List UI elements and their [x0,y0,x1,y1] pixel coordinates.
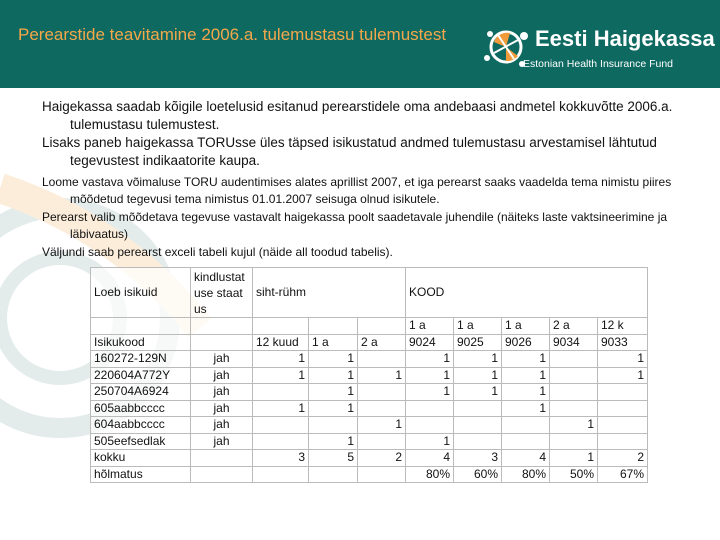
table-cell: 1 [253,351,309,368]
table-cell [502,417,550,434]
table-cell [191,334,253,351]
table-subheader-row [91,318,648,335]
table-row [91,450,648,467]
table-cell [253,384,309,401]
table-cell: jah [191,367,253,384]
table-cell: 1 [502,384,550,401]
table-cell: 220604A772Y [91,367,191,384]
table-cell [406,417,454,434]
table-cell [253,318,309,335]
paragraph: Haigekassa saadab kõigile loetelusid esitanud perearstidele oma andebaasi andmetel kokkuvõtte 2006.a. tulemustasu tulemustest. [42,99,673,132]
table-cell: 9034 [550,334,598,351]
table-cell [550,400,598,417]
table-subheader-row [91,334,648,351]
table-cell [598,417,648,434]
table-cell: jah [191,417,253,434]
table-cell [598,433,648,450]
table-cell: jah [191,400,253,417]
table-row [91,400,648,417]
table-cell: 1 [309,367,358,384]
table-cell: 1 a [309,334,358,351]
table-cell [358,318,406,335]
table-row [91,384,648,401]
table-cell [253,466,309,483]
table-cell: 2 a [550,318,598,335]
table-cell: 1 [550,450,598,467]
table-cell: 1 [406,433,454,450]
table-cell: 2 [598,450,648,467]
paragraph: Loome vastava võimaluse TORU audentimises alates aprillist 2007, et iga perearst saaks vaadelda tema nimistu piires mõõdetud tegevusi tema nimistus 01.01.2007 seisuga olnud isikutele. [42,175,672,206]
table-cell: 4 [502,450,550,467]
table-cell: 67% [598,466,648,483]
table-cell [550,433,598,450]
table-cell [309,318,358,335]
header-bar [0,0,720,88]
table-cell [598,384,648,401]
logo-subtitle: Estonian Health Insurance Fund [523,58,674,70]
table-cell [358,433,406,450]
table-cell: 80% [502,466,550,483]
slide-body [42,98,692,483]
table-cell: 1 [598,367,648,384]
table-cell: 1 [406,384,454,401]
table-cell: jah [191,433,253,450]
table-cell: 1 [309,384,358,401]
table-cell [253,433,309,450]
table-header-row [91,268,648,318]
table-cell [406,400,454,417]
table-cell: 1 [358,367,406,384]
header-status: kindlustatuse staatus [191,268,253,318]
table-cell: 1 [309,351,358,368]
table-cell: 1 a [502,318,550,335]
paragraph: Lisaks paneb haigekassa TORUsse üles täpsed isikustatud andmed tulemustasu arvestamisel lähtutud tegevustest indikaatorite kaupa. [42,135,657,168]
table-cell: kokku [91,450,191,467]
table-cell: 3 [454,450,502,467]
table-cell: 3 [253,450,309,467]
table-cell: 250704A6924 [91,384,191,401]
paragraph: Väljundi saab perearst exceli tabeli kujul (näide all toodud tabelis). [42,245,393,259]
table-cell: 1 [406,367,454,384]
table-cell: 1 a [454,318,502,335]
table-cell: 1 [598,351,648,368]
table-cell [191,450,253,467]
table-row [91,351,648,368]
logo-name: Eesti Haigekassa [535,26,715,51]
table-cell: 1 [358,417,406,434]
slide-title: Perearstide teavitamine 2006.a. tulemustasu tulemustest [18,25,447,44]
table-cell [358,400,406,417]
table-cell [358,384,406,401]
table-cell: 605aabbcccc [91,400,191,417]
table-cell: 1 [502,351,550,368]
haigekassa-logo [480,18,715,78]
table-cell: 2 [358,450,406,467]
table-cell: 50% [550,466,598,483]
table-cell: 1 [454,351,502,368]
table-cell: 1 a [406,318,454,335]
paragraph: Perearst valib mõõdetava tegevuse vastavalt haigekassa poolt saadetavale juhendile (näiteks laste vaktsineerimine ja läbivaatus) [42,210,668,241]
table-cell [358,466,406,483]
table-cell: 505eefsedlak [91,433,191,450]
table-cell: 1 [406,351,454,368]
table-cell: 9026 [502,334,550,351]
table-cell [454,433,502,450]
table-cell [550,384,598,401]
table-cell: 12 k [598,318,648,335]
header-loeb: Loeb isikuid [91,268,191,318]
table-cell [91,318,191,335]
table-cell [550,351,598,368]
table-cell [454,400,502,417]
table-container [90,267,692,483]
header-kood: KOOD [406,268,648,318]
table-cell: Isikukood [91,334,191,351]
table-cell [191,318,253,335]
table-cell [502,433,550,450]
table-row [91,433,648,450]
table-cell: jah [191,384,253,401]
table-cell: 1 [309,400,358,417]
table-cell: 604aabbcccc [91,417,191,434]
table-cell [358,351,406,368]
table-cell: 1 [454,367,502,384]
header-siht: siht-rühm [253,268,406,318]
table-cell: 9025 [454,334,502,351]
table-cell: 1 [454,384,502,401]
table-cell: 1 [253,400,309,417]
table-row [91,466,648,483]
table-cell: 160272-129N [91,351,191,368]
table-cell: 9024 [406,334,454,351]
table-cell: hõlmatus [91,466,191,483]
results-table [90,267,648,483]
table-cell [253,417,309,434]
table-cell: 1 [550,417,598,434]
table-cell: 80% [406,466,454,483]
table-cell: 9033 [598,334,648,351]
table-row [91,367,648,384]
table-cell: 1 [309,433,358,450]
table-cell: 1 [502,367,550,384]
table-cell [309,417,358,434]
table-row [91,417,648,434]
table-cell: 2 a [358,334,406,351]
table-cell [454,417,502,434]
table-cell [309,466,358,483]
table-cell: 4 [406,450,454,467]
table-cell [550,367,598,384]
table-cell [598,400,648,417]
table-cell: jah [191,351,253,368]
table-cell: 60% [454,466,502,483]
table-cell: 1 [502,400,550,417]
table-cell [191,466,253,483]
table-cell: 5 [309,450,358,467]
table-cell: 1 [253,367,309,384]
table-cell: 12 kuud [253,334,309,351]
